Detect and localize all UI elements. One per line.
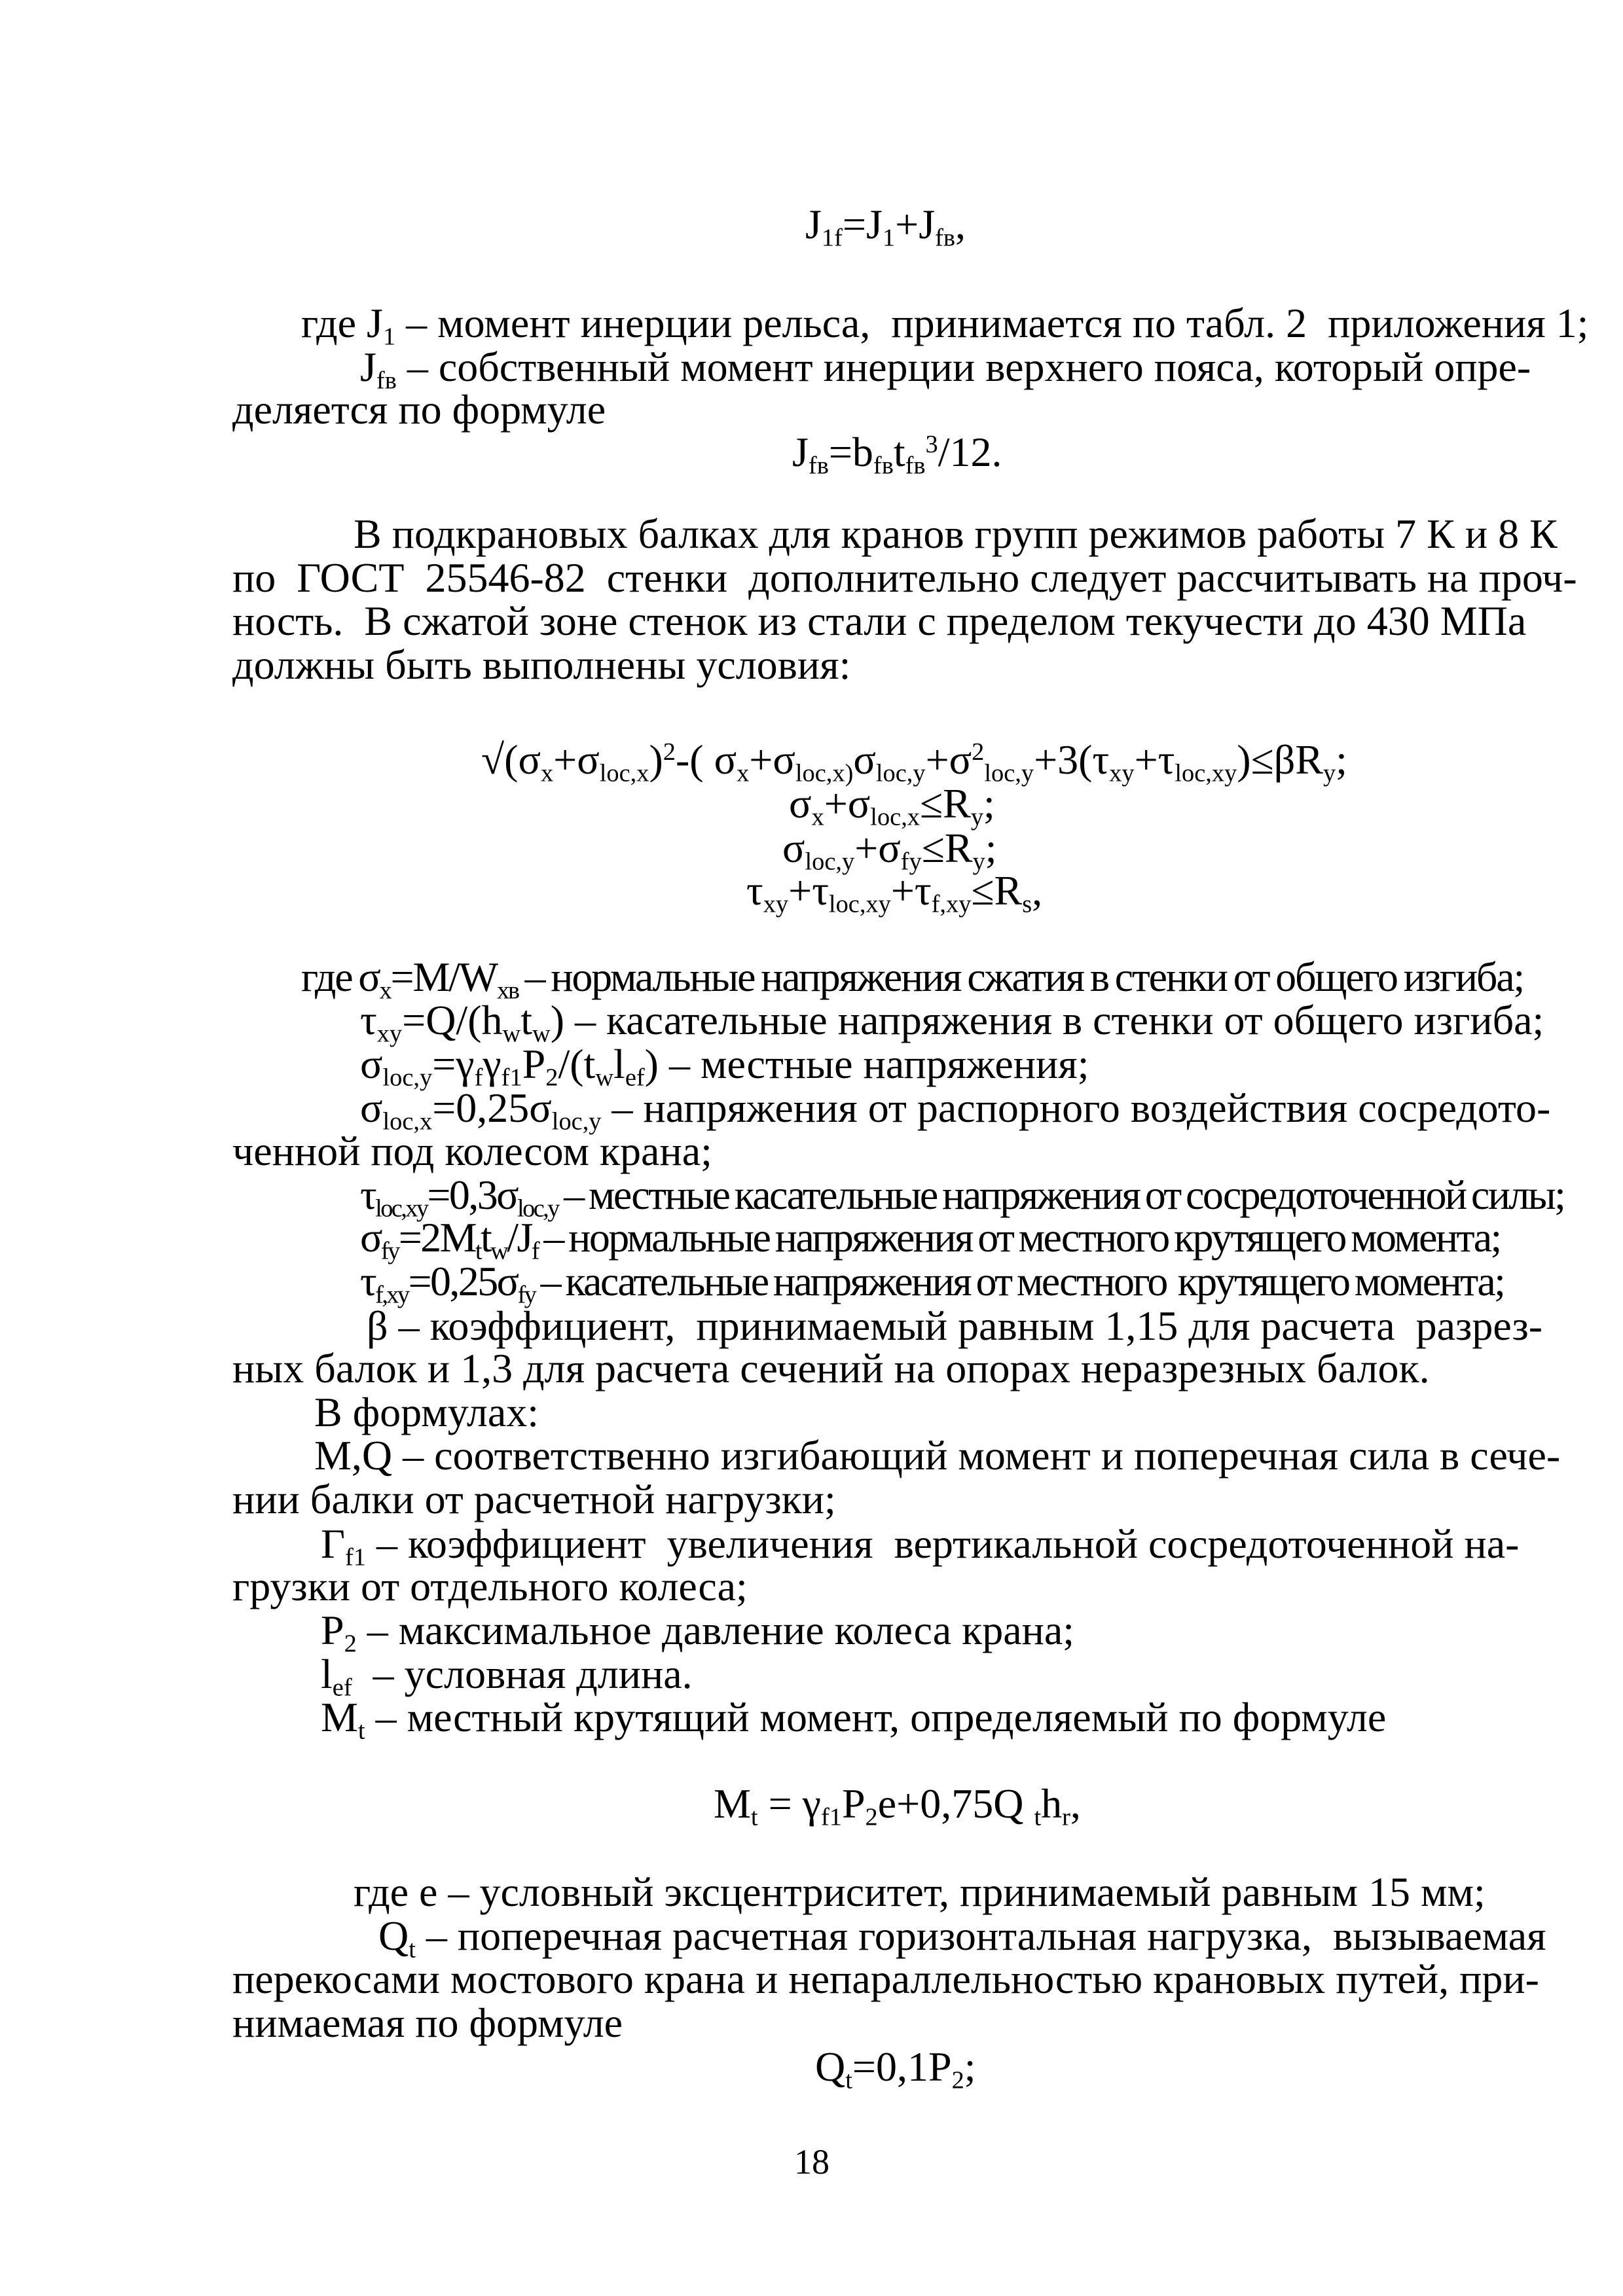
formula-condition-4: $\tau_{xy}+\tau_{loc,xy}+\tau_{f,xy}\le R_s$, (746, 867, 1043, 918)
text-line: нимаемая по формуле (232, 2000, 623, 2046)
text-line: где $J_1$ – момент инерции рельса, принимается по табл. 2 приложения 1; (301, 300, 1589, 351)
text-line: где $\sigma_x=M/W_{хв}$ – нормальные напряжения сжатия в стенки от общего изгиба; (301, 954, 1524, 1005)
text-line: деляется по формуле (232, 386, 606, 433)
text-line: $P_2$ – максимальное давление колеса крана; (321, 1607, 1075, 1658)
text-line: $J_{fв}$ – собственный момент инерции верхнего пояса, который опре- (360, 344, 1531, 395)
text-line: $\sigma_{fy}=2M_tt_w/J_f$ – нормальные напряжения от местного крутящего момента; (360, 1214, 1501, 1265)
formula-mt: $M_t = \gamma_{f1}P_2e+0,75Q$ $_th_r$, (714, 1780, 1081, 1831)
text-line: где е – условный эксцентриситет, принимаемый равным 15 мм; (354, 1869, 1486, 1915)
text-line: ность. В сжатой зоне стенок из стали с пределом текучести до 430 МПа (232, 598, 1527, 644)
text-line: нии балки от расчетной нагрузки; (232, 1476, 836, 1522)
text-line: β – коэффициент, принимаемый равным 1,15 для расчета разрез- (367, 1302, 1543, 1349)
formula-condition-2: $\sigma_x+\sigma_{loc,x}\le R_y$; (789, 780, 995, 831)
text-line: $\tau_{xy}=Q/(h_wt_w)$ – касательные напряжения в стенки от общего изгиба; (360, 997, 1544, 1048)
formula-j1f: $J_{1f}=J_1+J_{fв}$, (805, 201, 966, 252)
text-line: ных балок и 1,3 для расчета сечений на опорах неразрезных балок. (232, 1345, 1430, 1391)
text-line: $\tau_{f,xy}=0,25\sigma_{fy}$ – касательные напряжения от местного крутящего момента; (360, 1258, 1504, 1309)
text-line: по ГОСТ 25546-82 стенки дополнительно следует рассчитывать на проч- (232, 554, 1577, 601)
text-line: $Г_{f1}$ – коэффициент увеличения вертикальной сосредоточенной на- (321, 1520, 1520, 1571)
text-line: В подкрановых балках для кранов групп режимов работы 7 К и 8 К (354, 511, 1558, 557)
formula-condition-1: $√(\sigma_x+\sigma_{loc,x})^2-$( $\sigma_x+\sigma_{loc,x)}\sigma_{loc,y}+\sigma^2_{loc,y}+3(\tau_{xy}+\tau_{loc,xy})\le\beta R_y$; (481, 736, 1347, 787)
text-line: должны быть выполнены условия: (232, 641, 851, 688)
formula-qt: $Q_t=0,1P_2$; (815, 2043, 976, 2094)
text-line: грузки от отдельного колеса; (232, 1563, 748, 1609)
text-line: $Q_t$ – поперечная расчетная горизонтальная нагрузка, вызываемая (378, 1912, 1546, 1964)
text-line: $M_t$ – местный крутящий момент, определяемый по формуле (321, 1694, 1387, 1745)
text-line: ченной под колесом крана; (232, 1128, 712, 1174)
formula-condition-3: $\sigma_{loc,y}+\sigma_{fy}\le R_y$; (782, 825, 997, 876)
page-number: 18 (794, 2142, 830, 2181)
text-line: $\sigma_{loc,y}=\gamma_f\gamma_{f1}P_2/(t_wl_{ef})$ – местные напряжения; (360, 1041, 1089, 1092)
text-line: В формулах: (314, 1389, 539, 1435)
text-line: $l_{ef}$ – условная длина. (321, 1651, 693, 1702)
text-line: M,Q – соответственно изгибающий момент и поперечная сила в сече- (314, 1432, 1561, 1479)
text-line: $\sigma_{loc,x}=0,25\sigma_{loc,y}$ – напряжения от распорного воздействия сосредото- (360, 1085, 1551, 1136)
formula-jfv: $J_{fв}=b_{fв}t_{fв}^3/12$. (792, 429, 1002, 480)
text-line: перекосами мостового крана и непараллельностью крановых путей, при- (232, 1956, 1539, 2002)
text-line: $\tau_{loc,xy}=0,3\sigma_{loc,y}$ – местные касательные напряжения от сосредоточенной силы; (360, 1172, 1565, 1223)
